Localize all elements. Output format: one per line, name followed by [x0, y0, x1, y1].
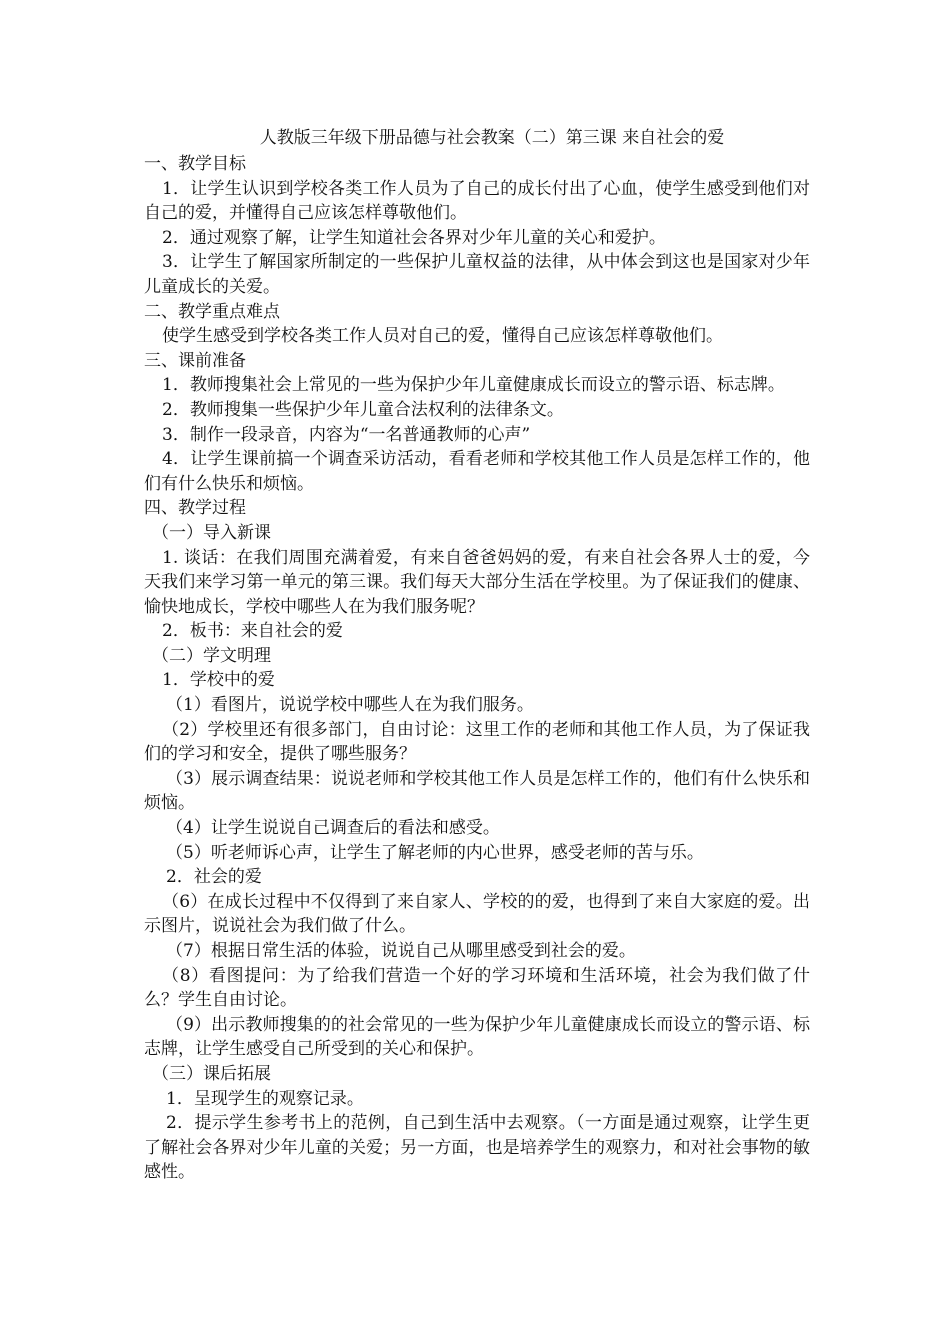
prep-1: 1．教师搜集社会上常见的一些为保护少年儿童健康成长而设立的警示语、标志牌。 [162, 375, 785, 396]
extension-2: 2．提示学生参考书上的范例，自己到生活中去观察。（一方面是通过观察，让学生更了解社会各界对少年儿童的关爱；另一方面，也是培养学生的观察力，和对社会事物的敏感性。 [144, 1113, 810, 1183]
prep-4: 4．让学生课前搞一个调查采访活动，看看老师和学校其他工作人员是怎样工作的，他们有什么快乐和烦恼。 [144, 449, 810, 494]
intro-2: 2．板书：来自社会的爱 [162, 621, 343, 642]
key-point-text: 使学生感受到学校各类工作人员对自己的爱，懂得自己应该怎样尊敬他们。 [162, 326, 723, 347]
subheading-study: （二）学文明理 [152, 645, 271, 666]
document-body [144, 124, 810, 1185]
study-society-love: 2．社会的爱 [166, 867, 262, 888]
study-item-8: （8）看图提问：为了给我们营造一个好的学习环境和生活环境，社会为我们做了什么？学生自由讨论。 [144, 965, 810, 1011]
extension-1: 1．呈现学生的观察记录。 [166, 1088, 364, 1109]
study-item-5: （5）听老师诉心声，让学生了解老师的内心世界，感受老师的苦与乐。 [166, 842, 704, 863]
intro-1: 1. 谈话：在我们周围充满着爱，有来自爸爸妈妈的爱，有来自社会各界人士的爱，今天我们来学习第一单元的第三课。我们每天大部分生活在学校里。为了保证我们的健康、愉快地成长，学校中哪些人在为我们服务呢？ [144, 547, 810, 617]
heading-key-points: 二、教学重点难点 [144, 301, 280, 322]
document-title: 人教版三年级下册品德与社会教案（二）第三课 来自社会的爱 [259, 128, 725, 148]
heading-preparation: 三、课前准备 [144, 350, 246, 371]
goal-1: 1．让学生认识到学校各类工作人员为了自己的成长付出了心血，使学生感受到他们对自己的爱，并懂得自己应该怎样尊敬他们。 [144, 178, 810, 224]
goal-3: 3．让学生了解国家所制定的一些保护儿童权益的法律，从中体会到这也是国家对少年儿童成长的关爱。 [144, 252, 810, 297]
goal-2: 2．通过观察了解，让学生知道社会各界对少年儿童的关心和爱护。 [162, 227, 666, 248]
study-item-7: （7）根据日常生活的体验，说说自己从哪里感受到社会的爱。 [166, 941, 636, 961]
subheading-intro: （一）导入新课 [152, 522, 271, 543]
prep-3: 3．制作一段录音，内容为“一名普通教师的心声” [162, 424, 531, 445]
study-item-1: （1）看图片，说说学校中哪些人在为我们服务。 [166, 695, 534, 716]
study-school-love: 1．学校中的爱 [162, 670, 275, 691]
prep-2: 2．教师搜集一些保护少年儿童合法权利的法律条文。 [162, 399, 564, 420]
study-item-6: （6）在成长过程中不仅得到了来自家人、学校的的爱，也得到了来自大家庭的爱。出示图片，说说社会为我们做了什么。 [144, 891, 810, 937]
study-item-3: （3）展示调查结果：说说老师和学校其他工作人员是怎样工作的，他们有什么快乐和烦恼。 [144, 768, 810, 814]
study-item-2: （2）学校里还有很多部门，自由讨论：这里工作的老师和其他工作人员，为了保证我们的学习和安全，提供了哪些服务？ [144, 719, 810, 765]
heading-teaching-goals: 一、教学目标 [144, 154, 246, 174]
study-item-4: （4）让学生说说自己调查后的看法和感受。 [166, 818, 500, 839]
heading-process: 四、教学过程 [144, 498, 246, 519]
study-item-9: （9）出示教师搜集的的社会常见的一些为保护少年儿童健康成长而设立的警示语、标志牌，让学生感受自己所受到的关心和保护。 [144, 1014, 810, 1060]
subheading-extension: （三）课后拓展 [152, 1063, 271, 1084]
